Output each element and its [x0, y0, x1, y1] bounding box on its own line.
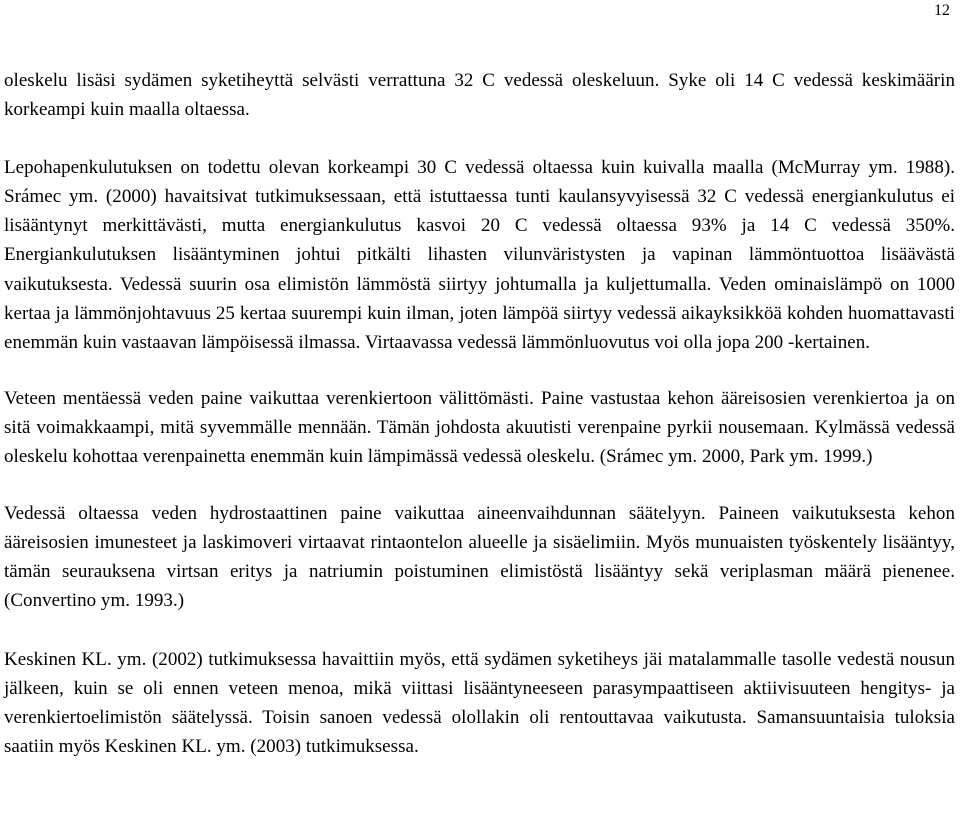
- page-number: 12: [934, 2, 950, 19]
- paragraph-4: Vedessä oltaessa veden hydrostaattinen paine vaikuttaa aineenvaihdunnan säätelyyn. Paineen vaikutuksesta kehon ääreisosien imunesteet ja laskimoveri virtaavat rintaontelon alueelle ja sisäelimiin. Myös munuaisten työskentely lisääntyy, tämän seurauksena virtsan eritys ja natriumin poistuminen elimistöstä lisääntyy sekä veriplasman määrä pienenee. (Convertino ym. 1993.): [4, 503, 955, 612]
- document-body: [4, 66, 955, 761]
- paragraph-3: Veteen mentäessä veden paine vaikuttaa verenkiertoon välittömästi. Paine vastustaa kehon ääreisosien verenkiertoa ja on sitä voimakkaampi, mitä syvemmälle mennään. Tämän johdosta akuutisti verenpaine pyrkii nousemaan. Kylmässä vedessä oleskelu kohottaa verenpainetta enemmän kuin lämpimässä vedessä oleskelu. (Srámec ym. 2000, Park ym. 1999.): [4, 387, 955, 468]
- paragraph-1: oleskelu lisäsi sydämen syketiheyttä selvästi verrattuna 32 C vedessä oleskeluun. Syke oli 14 C vedessä keskimäärin korkeampi kuin maalla oltaessa.: [4, 70, 955, 121]
- paragraph-5: Keskinen KL. ym. (2002) tutkimuksessa havaittiin myös, että sydämen syketiheys jäi matalammalle tasolle vedestä nousun jälkeen, kuin se oli ennen veteen menoa, mikä viittasi lisääntyneeseen parasympaattiseen aktiivisuuteen hengitys- ja verenkiertoelimistön säätelyssä. Toisin sanoen vedessä olollakin oli rentouttavaa vaikutusta. Samansuuntaisia tuloksia saatiin myös Keskinen KL. ym. (2003) tutkimuksessa.: [4, 648, 955, 757]
- paragraph-2: Lepohapenkulutuksen on todettu olevan korkeampi 30 C vedessä oltaessa kuin kuivalla maalla (McMurray ym. 1988). Srámec ym. (2000) havaitsivat tutkimuksessaan, että istuttaessa tunti kaulansyvyisessä 32 C vedessä energiankulutus ei lisääntynyt merkittävästi, mutta energiankulutus kasvoi 20 C vedessä oltaessa 93% ja 14 C vedessä 350%. Energiankulutuksen lisääntyminen johtui pitkälti lihasten vilunväristysten ja vapinan lämmöntuottoa lisäävästä vaikutuksesta. Vedessä suurin osa elimistön lämmöstä siirtyy johtumalla ja kuljettumalla. Veden ominaislämpö on 1000 kertaa ja lämmönjohtavuus 25 kertaa suurempi kuin ilman, joten lämpöä siirtyy vedessä aikayksikköä kohden huomattavasti enemmän kuin vastaavan lämpöisessä ilmassa. Virtaavassa vedessä lämmönluovutus voi olla jopa 200 -kertainen.: [4, 157, 955, 353]
